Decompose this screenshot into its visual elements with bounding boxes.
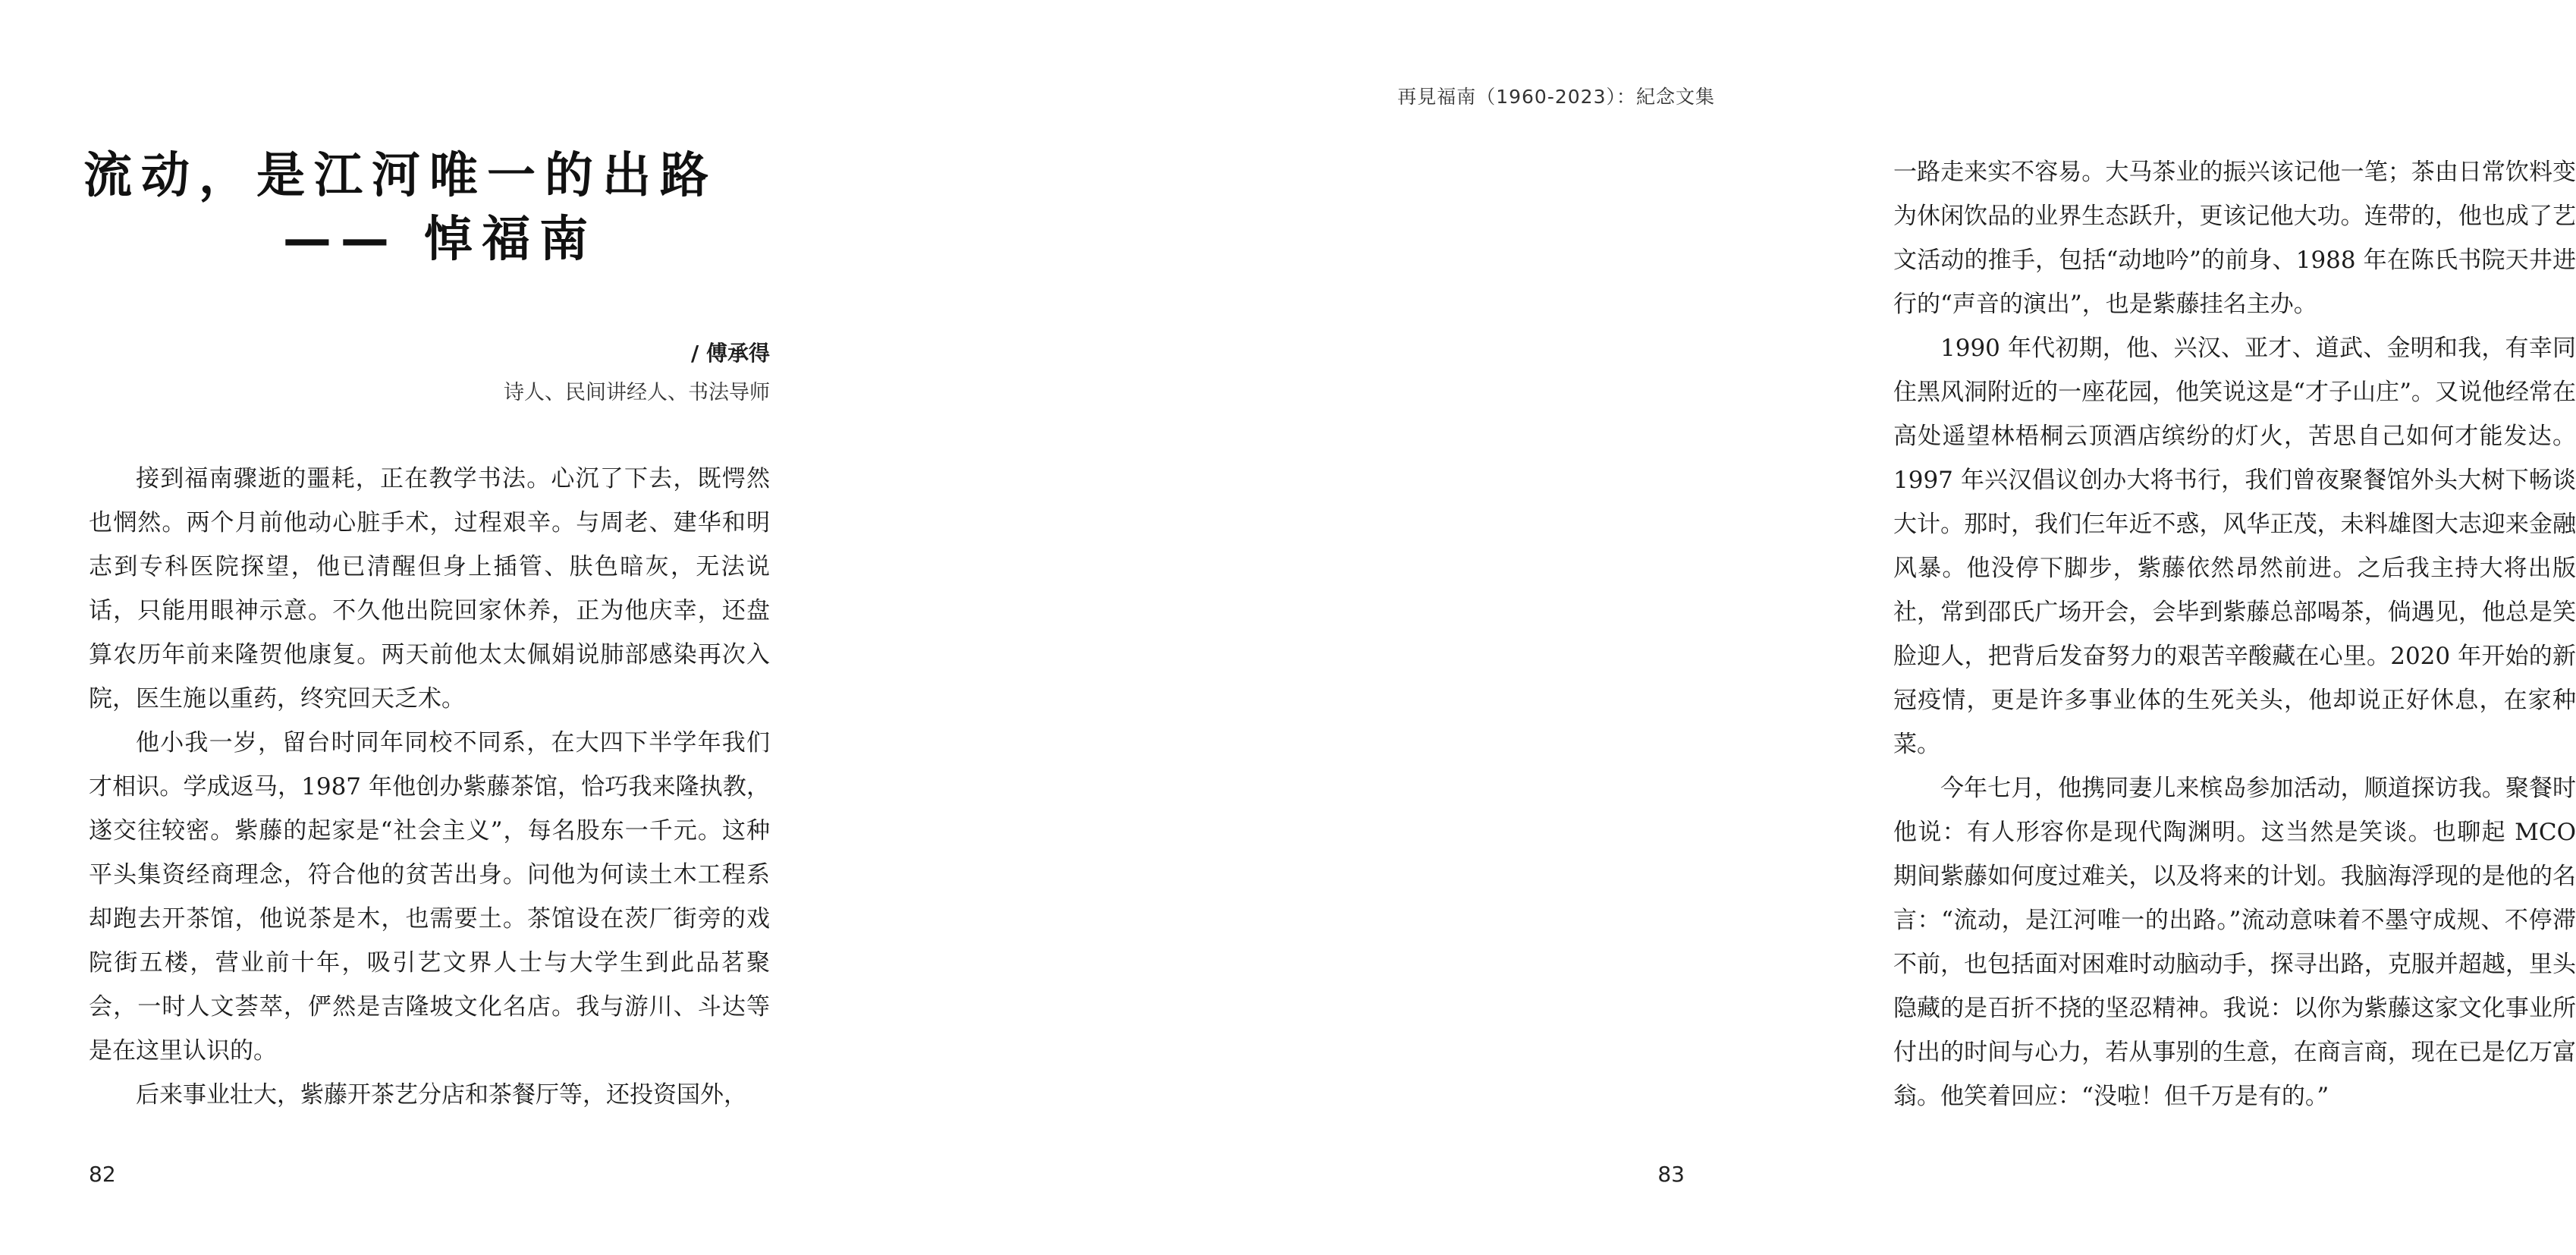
page-number-left: 82 [89,1162,116,1187]
paragraph: 后来事业壮大，紫藤开茶艺分店和茶餐厅等，还投资国外， [136,1081,747,1109]
page-number-right: 83 [1657,1162,1685,1187]
paragraph: 今年七月，他携同妻儿来槟岛参加活动，顺道探访我。聚餐时他说：有人形容你是现代陶渊明。这当然是笑谈。也聊起 MCO 期间紫藤如何度过难关，以及将来的计划。我脑海浮现的是他的名言：“流动，是江河唯一的出路。”流动意味着不墨守成规、不停滞不前，也包括面对困难时动脑动手，探寻出路，克服并超越，里头隐藏的是百折不挠的坚忍精神。我说：以你为紫藤这家文化事业所付出的时间与心力，若从事别的生意，在商言商，现在已是亿万富翁。他笑着回应：“没啦！但千万是有的。” [1893,775,2576,1110]
paragraph: 接到福南骤逝的噩耗，正在教学书法。心沉了下去，既愕然也惘然。两个月前他动心脏手术，过程艰辛。与周老、建华和明志到专科医院探望，他已清醒但身上插管、肤色暗灰，无法说话，只能用眼神示意。不久他出院回家休养，正为他庆幸，还盘算农历年前来隆贺他康复。两天前他太太佩娟说肺部感染再次入院，医生施以重药，终究回天乏术。 [89,465,770,712]
paragraph: 他小我一岁，留台时同年同校不同系，在大四下半学年我们才相识。学成返马，1987 年他创办紫藤茶馆，恰巧我来隆执教，遂交往较密。紫藤的起家是“社会主义”，每名股东一千元。这种平头集资经商理念，符合他的贫苦出身。问他为何读土木工程系却跑去开茶馆，他说茶是木，也需要土。茶馆设在茨厂街旁的戏院街五楼，营业前十年，吸引艺文界人士与大学生到此品茗聚会，一时人文荟萃，俨然是吉隆坡文化名店。我与游川、斗达等是在这里认识的。 [89,729,770,1065]
paragraph-continued: 一路走来实不容易。大马茶业的振兴该记他一笔；茶由日常饮料变为休闲饮品的业界生态跃升，更该记他大功。连带的，他也成了艺文活动的推手，包括“动地吟”的前身、1988 年在陈氏书院天井进行的“声音的演出”，也是紫藤挂名主办。 [1893,159,2576,318]
title-main: 流动，是江河唯一的出路 [83,148,718,204]
running-head: 再見福南（1960-2023）：紀念文集 [1397,86,1715,108]
left-body-text [89,457,770,1117]
left-page [0,0,884,1255]
author-role: 诗人、民间讲经人、书法导师 [504,381,770,404]
article-title [83,148,774,268]
author-name: / 傅承得 [691,341,770,366]
right-page [884,0,2576,1255]
right-body-text [1893,150,2576,1118]
paragraph: 1990 年代初期，他、兴汉、亚才、道武、金明和我，有幸同住黑风洞附近的一座花园，他笑说这是“才子山庄”。又说他经常在高处遥望林梧桐云顶酒店缤纷的灯火，苦思自己如何才能发达。1997 年兴汉倡议创办大将书行，我们曾夜聚餐馆外头大树下畅谈大计。那时，我们仨年近不惑，风华正茂，未料雄图大志迎来金融风暴。他没停下脚步，紫藤依然昂然前进。之后我主持大将出版社，常到邵氏广场开会，会毕到紫藤总部喝茶，倘遇见，他总是笑脸迎人，把背后发奋努力的艰苦辛酸藏在心里。2020 年开始的新冠疫情，更是许多事业体的生死关头，他却说正好休息，在家种菜。 [1893,335,2576,758]
title-subtitle: —— 悼福南 [282,212,598,268]
byline [504,334,770,413]
